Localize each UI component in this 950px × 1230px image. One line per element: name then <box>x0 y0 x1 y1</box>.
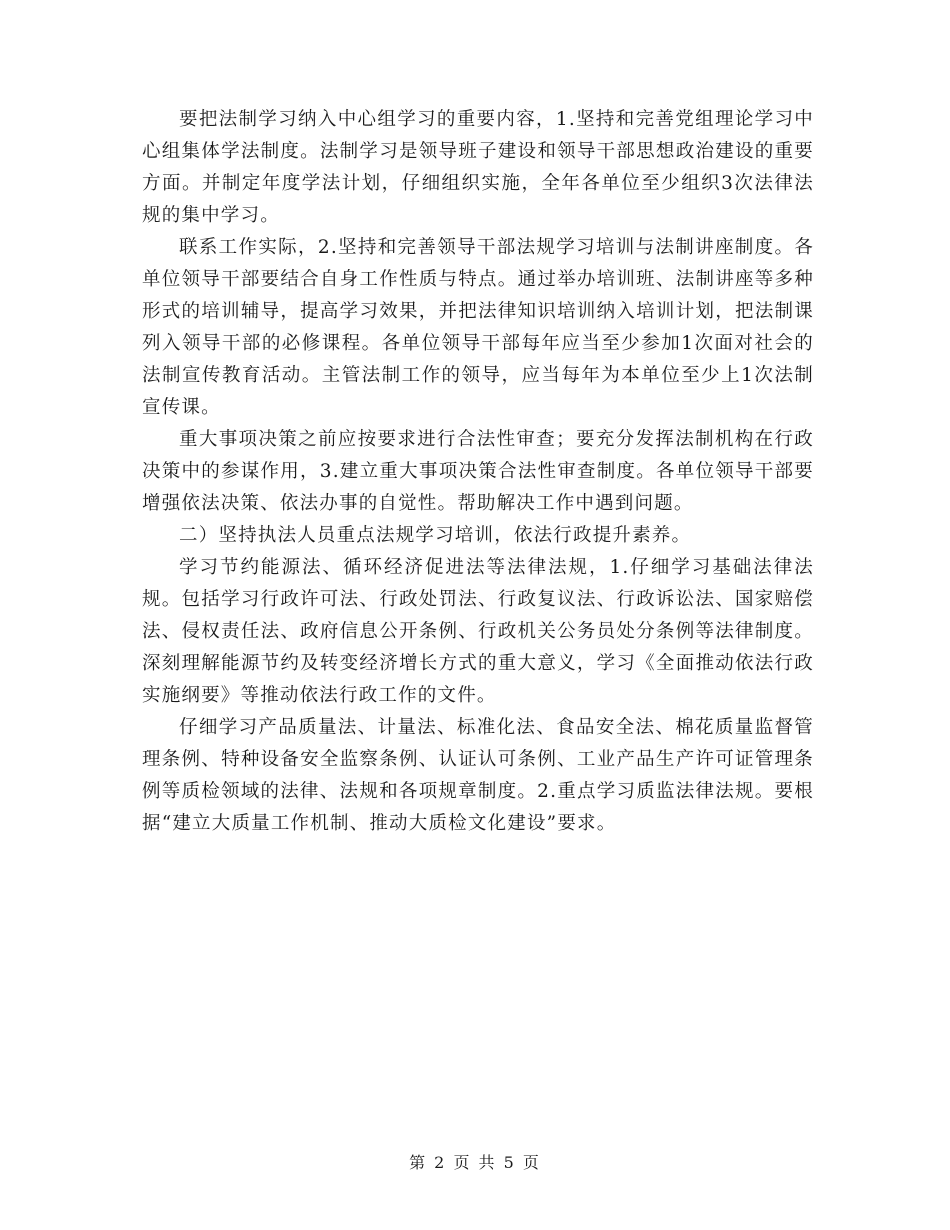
paragraph: 重大事项决策之前应按要求进行合法性审查；要充分发挥法制机构在行政决策中的参谋作用，3.建立重大事项决策合法性审查制度。各单位领导干部要增强依法决策、依法办事的自觉性。帮助解决工作中遇到问题。 <box>142 429 814 514</box>
paragraph: 仔细学习产品质量法、计量法、标准化法、食品安全法、棉花质量监督管理条例、特种设备安全监察条例、认证认可条例、工业产品生产许可证管理条例等质检领域的法律、法规和各项规章制度。2.重点学习质监法律法规。要根据“建立大质量工作机制、推动大质检文化建设”要求。 <box>142 717 814 834</box>
paragraph: 联系工作实际，2.坚持和完善领导干部法规学习培训与法制讲座制度。各单位领导干部要结合自身工作性质与特点。通过举办培训班、法制讲座等多种形式的培训辅导，提高学习效果，并把法律知识培训纳入培训计划，把法制课列入领导干部的必修课程。各单位领导干部每年应当至少参加1次面对社会的法制宣传教育活动。主管法制工作的领导，应当每年为本单位至少上1次法制宣传课。 <box>142 237 814 418</box>
section-heading: 二）坚持执法人员重点法规学习培训，依法行政提升素养。 <box>179 525 692 546</box>
page-number-footer: 第 2 页 共 5 页 <box>409 1153 541 1172</box>
paragraph: 学习节约能源法、循环经济促进法等法律法规，1.仔细学习基础法律法规。包括学习行政许可法、行政处罚法、行政复议法、行政诉讼法、国家赔偿法、侵权责任法、政府信息公开条例、行政机关公务员处分条例等法律制度。深刻理解能源节约及转变经济增长方式的重大意义，学习《全面推动依法行政实施纲要》等推动依法行政工作的文件。 <box>142 557 814 706</box>
paragraph: 要把法制学习纳入中心组学习的重要内容，1.坚持和完善党组理论学习中心组集体学法制度。法制学习是领导班子建设和领导干部思想政治建设的重要方面。并制定年度学法计划，仔细组织实施，全年各单位至少组织3次法律法规的集中学习。 <box>142 109 814 226</box>
document-body <box>142 104 814 840</box>
